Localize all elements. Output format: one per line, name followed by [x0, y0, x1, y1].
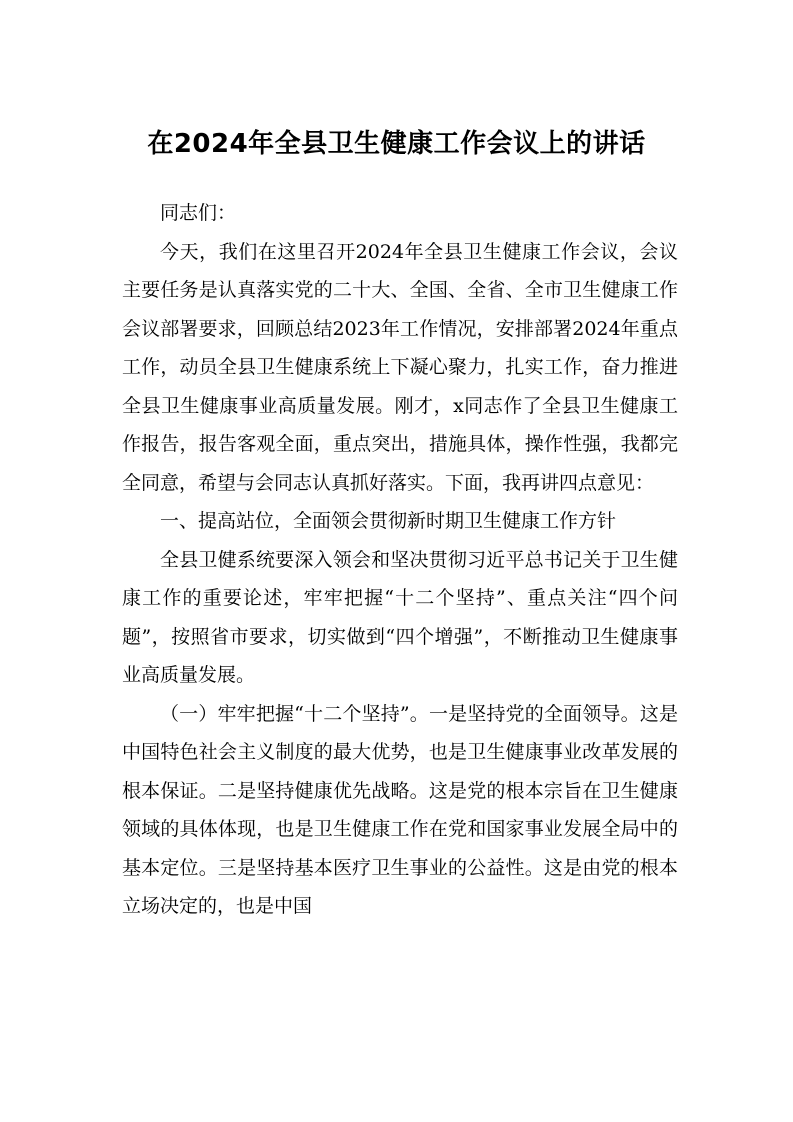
document-body [122, 194, 678, 926]
salutation-paragraph: 同志们： [160, 202, 237, 224]
subsection-paragraph-1: （一）牢牢把握“十二个坚持”。一是坚持党的全面领导。这是中国特色社会主义制度的最大优势，也是卫生健康事业改革发展的根本保证。二是坚持健康优先战略。这是党的根本宗旨在卫生健康领域的具体体现，也是卫生健康工作在党和国家事业发展全局中的基本定位。三是坚持基本医疗卫生事业的公益性。这是由党的根本立场决定的，也是中国 [122, 702, 678, 917]
section-heading-1: 一、提高站位，全面领会贯彻新时期卫生健康工作方针 [160, 510, 617, 532]
opening-paragraph: 今天，我们在这里召开2024年全县卫生健康工作会议，会议主要任务是认真落实党的二十大、全国、全省、全市卫生健康工作会议部署要求，回顾总结2023年工作情况，安排部署2024年重点工作，动员全县卫生健康系统上下凝心聚力，扎实工作，奋力推进全县卫生健康事业高质量发展。刚才，x同志作了全县卫生健康工作报告，报告客观全面，重点突出，措施具体，操作性强，我都完全同意，希望与会同志认真抓好落实。下面，我再讲四点意见： [122, 240, 678, 494]
document-title: 在2024年全县卫生健康工作会议上的讲话 [147, 129, 646, 159]
section-intro-paragraph: 全县卫健系统要深入领会和坚决贯彻习近平总书记关于卫生健康工作的重要论述，牢牢把握“十二个坚持”、重点关注“四个问题”，按照省市要求，切实做到“四个增强”，不断推动卫生健康事业高质量发展。 [122, 548, 678, 686]
